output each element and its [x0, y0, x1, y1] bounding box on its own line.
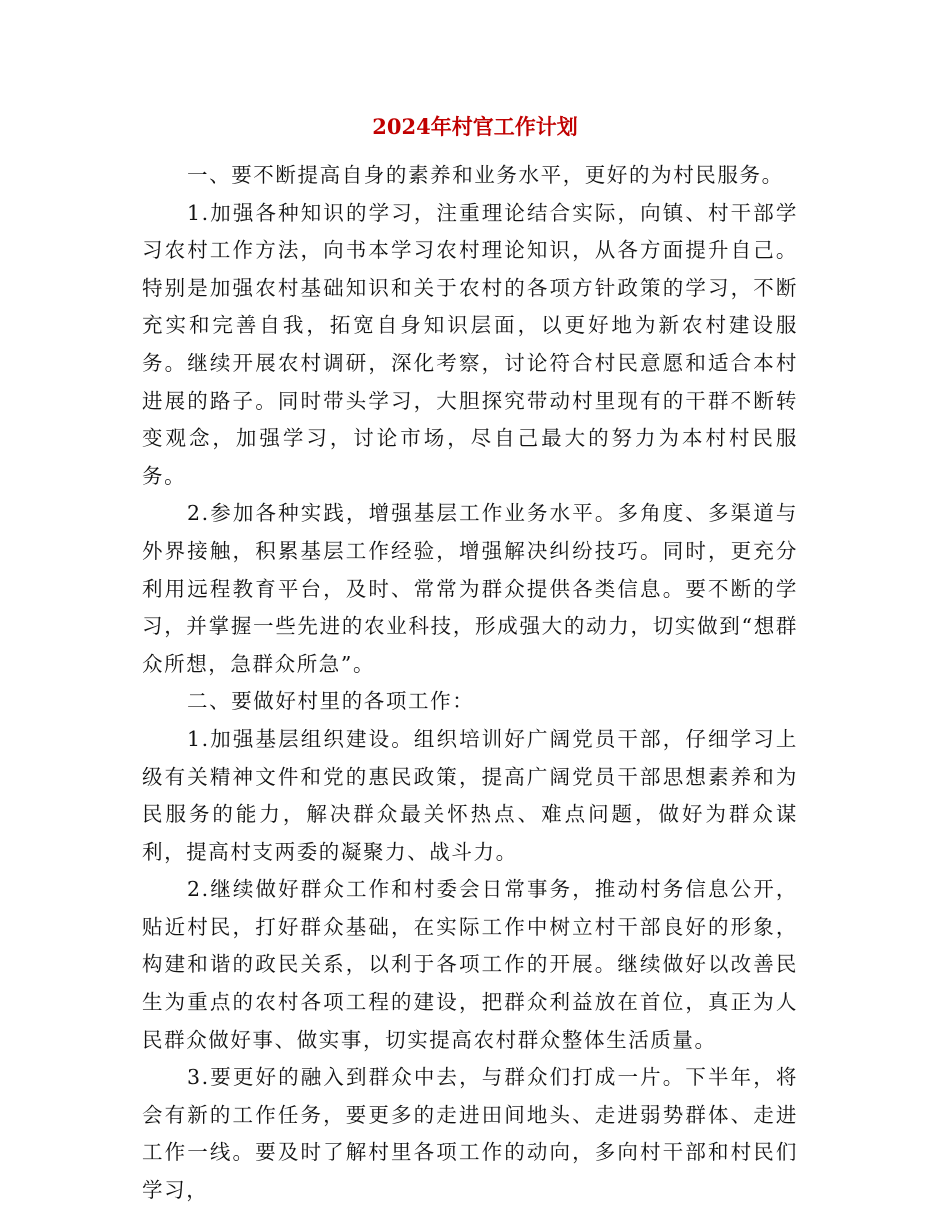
paragraph: 1.加强基层组织建设。组织培训好广阔党员干部，仔细学习上级有关精神文件和党的惠民政策，提高广阔党员干部思想素养和为民服务的能力，解决群众最关怀热点、难点问题，做好为群众谋利，提高村支两委的凝聚力、战斗力。	[142, 726, 798, 864]
paragraph: 2.参加各种实践，增强基层工作业务水平。多角度、多渠道与外界接触，积累基层工作经验，增强解决纠纷技巧。同时，更充分利用远程教育平台，及时、常常为群众提供各类信息。要不断的学习，并掌握一些先进的农业科技，形成强大的动力，切实做到“想群众所想，急群众所急”。	[142, 501, 798, 676]
section-heading-1: 一、要不断提高自身的素养和业务水平，更好的为村民服务。	[187, 163, 784, 187]
paragraph: 2.继续做好群众工作和村委会日常事务，推动村务信息公开，贴近村民，打好群众基础，在实际工作中树立村干部良好的形象，构建和谐的政民关系，以利于各项工作的开展。继续做好以改善民生为重点的农村各项工程的建设，把群众利益放在首位，真正为人民群众做好事、做实事，切实提高农村群众整体生活质量。	[142, 877, 798, 1052]
paragraph: 1.加强各种知识的学习，注重理论结合实际，向镇、村干部学习农村工作方法，向书本学习农村理论知识，从各方面提升自己。特别是加强农村基础知识和关于农村的各项方针政策的学习，不断充实和完善自我，拓宽自身知识层面，以更好地为新农村建设服务。继续开展农村调研，深化考察，讨论符合村民意愿和适合本村进展的路子。同时带头学习，大胆探究带动村里现有的干群不断转变观念，加强学习，讨论市场，尽自己最大的努力为本村村民服务。	[142, 200, 798, 488]
paragraph: 3.要更好的融入到群众中去，与群众们打成一片。下半年，将会有新的工作任务，要更多的走进田间地头、走进弱势群体、走进工作一线。要及时了解村里各项工作的动向，多向村干部和村民们学习，	[142, 1065, 798, 1203]
section-heading-2: 二、要做好村里的各项工作：	[187, 689, 475, 714]
document-body	[142, 157, 798, 1210]
document-title: 2024年村官工作计划	[372, 114, 578, 139]
